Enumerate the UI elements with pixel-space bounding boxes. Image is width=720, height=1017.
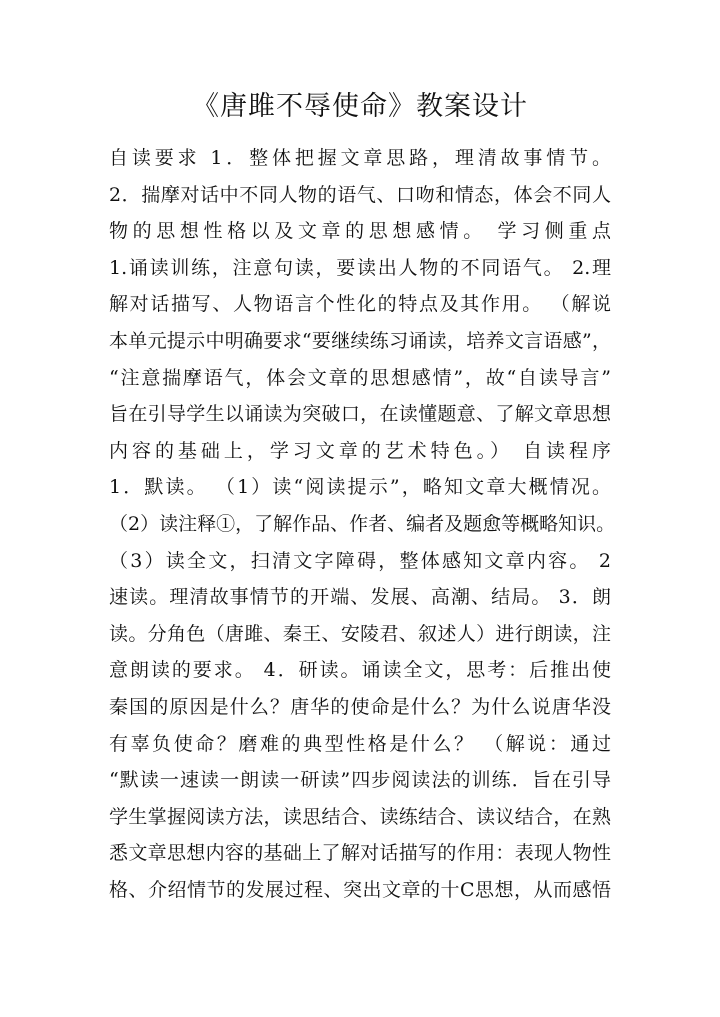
- body-line: 本单元提示中明确要求“要继续练习诵读，培养文言语感”，: [109, 329, 611, 352]
- body-line: 意朗读的要求。 4．研读。诵读全文，思考：后推出使: [109, 659, 611, 682]
- body-line: 2．揣摩对话中不同人物的语气、口吻和情态，体会不同人: [109, 183, 611, 206]
- body-line: 格、介绍情节的发展过程、突出文章的十C思想，从而感悟: [109, 878, 611, 901]
- body-line: 物的思想性格以及文章的思想感情。 学习侧重点: [109, 220, 611, 243]
- body-line: 速读。理清故事情节的开端、发展、高潮、结局。 3．朗: [109, 586, 611, 609]
- body-line: 学生掌握阅读方法，读思结合、读练结合、读议结合，在熟: [109, 805, 611, 828]
- body-line: “注意揣摩语气，体会文章的思想感情”，故“自读导言”: [109, 366, 611, 389]
- body-line: “默读一速读一朗读一研读”四步阅读法的训练．旨在引导: [109, 769, 611, 792]
- body-line: 解对话描写、人物语言个性化的特点及其作用。 （解说: [109, 293, 611, 316]
- body-line: 旨在引导学生以诵读为突破口，在读懂题意、了解文章思想: [109, 403, 611, 426]
- document-title: 《唐雎不辱使命》教案设计: [192, 91, 528, 122]
- body-line: 悉文章思想内容的基础上了解对话描写的作用：表现人物性: [109, 842, 611, 865]
- body-line: （3）读全文，扫清文字障碍，整体感知文章内容。 2: [109, 549, 611, 572]
- body-line: 秦国的原因是什么？唐华的使命是什么？为什么说唐华没: [109, 695, 611, 718]
- document-body: [109, 140, 616, 908]
- body-line: （2）读注释①，了解作品、作者、编者及题愈等概略知识。: [109, 512, 616, 535]
- body-line: 有辜负使命？磨难的典型性格是什么？ （解说：通过: [109, 732, 611, 755]
- body-line: 1.诵读训练，注意句读，要读出人物的不同语气。 2.理: [109, 256, 611, 279]
- body-line: 自读要求 1．整体把握文章思路，理清故事情节。: [109, 147, 611, 169]
- body-line: 内容的基础上，学习文章的艺术特色。） 自读程序: [109, 439, 611, 462]
- body-line: 1．默读。 （1）读“阅读提示”，略知文章大概情况。: [109, 476, 611, 499]
- body-line: 读。分角色（唐雎、秦王、安陵君、叙述人）进行朗读，注: [109, 622, 611, 645]
